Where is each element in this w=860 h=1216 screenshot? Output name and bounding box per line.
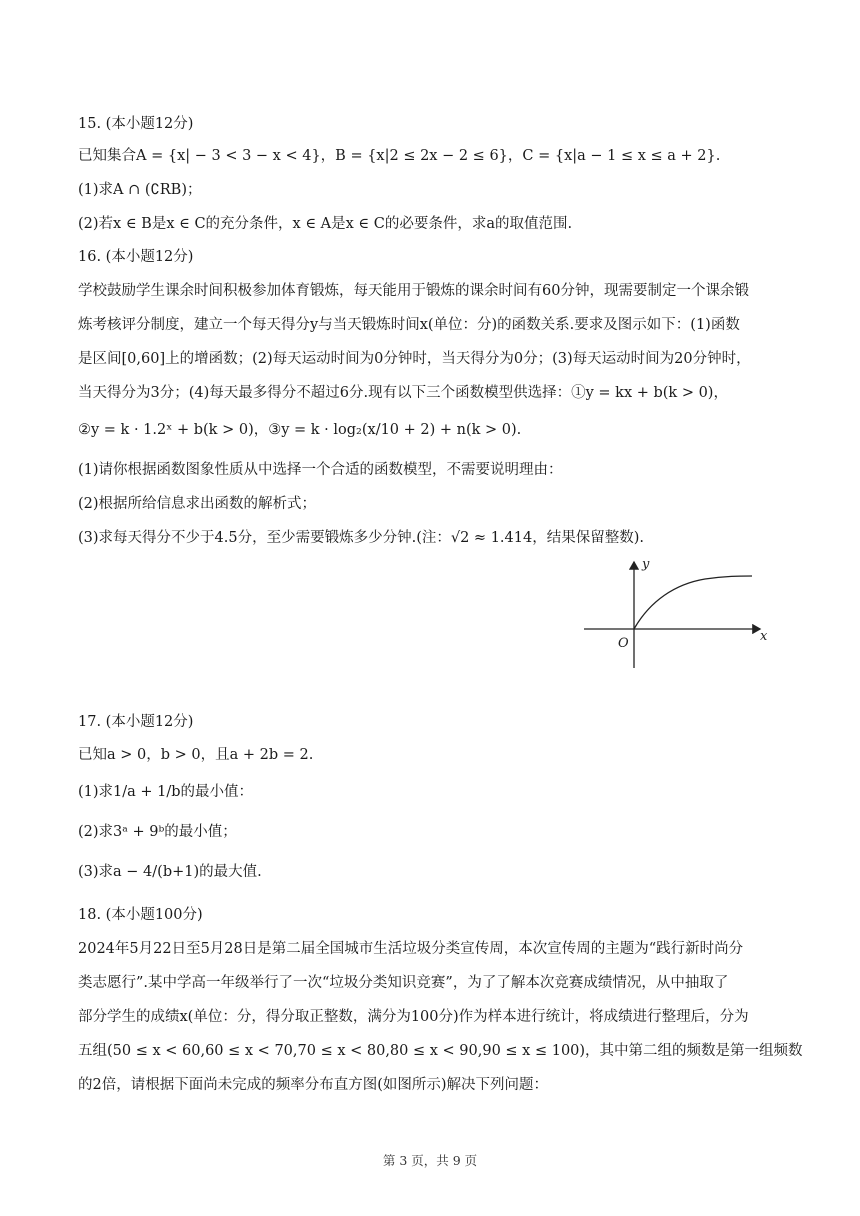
q16-text-line2: 炼考核评分制度，建立一个每天得分y与当天锻炼时间x(单位：分)的函数关系.要求及图示如下：(1)函数 — [78, 317, 740, 333]
q15-statement: 已知集合A = {x| − 3 < 3 − x < 4}，B = {x|2 ≤ 2x − 2 ≤ 6}，C = {x|a − 1 ≤ x ≤ a + 2}. — [78, 148, 721, 164]
q18-text-line4: 五组(50 ≤ x < 60,60 ≤ x < 70,70 ≤ x < 80,80 ≤ x < 90,90 ≤ x ≤ 100)，其中第二组的频数是第一组频数 — [78, 1043, 803, 1059]
q15-part1: (1)求A ∩ (∁RB)； — [78, 182, 202, 198]
q16-part2: (2)根据所给信息求出函数的解析式； — [78, 496, 317, 512]
q17-heading: 17. (本小题12分) — [78, 714, 194, 730]
q16-function-graph — [580, 556, 780, 676]
q17-part2: (2)求3ᵃ + 9ᵇ的最小值； — [78, 824, 237, 840]
q16-text-line5: ②y = k · 1.2ˣ + b(k > 0)，③y = k · log₂(x/10 + 2) + n(k > 0). — [78, 422, 522, 438]
origin-label: O — [618, 636, 629, 651]
graph-svg — [580, 556, 780, 676]
q16-part3: (3)求每天得分不少于4.5分，至少需要锻炼多少分钟.(注：√2 ≈ 1.414，结果保留整数). — [78, 530, 644, 546]
q17-statement: 已知a > 0，b > 0，且a + 2b = 2. — [78, 747, 314, 763]
q18-text-line2: 类志愿行”.某中学高一年级举行了一次“垃圾分类知识竞赛”，为了了解本次竞赛成绩情况，从中抽取了 — [78, 975, 729, 991]
q17-part1: (1)求1/a + 1/b的最小值： — [78, 784, 254, 800]
q18-text-line1: 2024年5月22日至5月28日是第二届全国城市生活垃圾分类宣传周，本次宣传周的主题为“践行新时尚分 — [78, 941, 744, 957]
q17-part3: (3)求a − 4/(b+1)的最大值. — [78, 864, 262, 880]
function-curve — [634, 576, 752, 629]
q16-part1: (1)请你根据函数图象性质从中选择一个合适的函数模型，不需要说明理由： — [78, 462, 563, 478]
q18-heading: 18. (本小题100分) — [78, 907, 203, 923]
q16-text-line4: 当天得分为3分；(4)每天最多得分不超过6分.现有以下三个函数模型供选择：①y = kx + b(k > 0)， — [78, 385, 728, 401]
q15-part2: (2)若x ∈ B是x ∈ C的充分条件，x ∈ A是x ∈ C的必要条件，求a的取值范围. — [78, 216, 573, 232]
page-footer: 第 3 页，共 9 页 — [382, 1153, 478, 1168]
q16-text-line3: 是区间[0,60]上的增函数；(2)每天运动时间为0分钟时，当天得分为0分；(3)每天运动时间为20分钟时， — [78, 351, 751, 367]
x-axis-label: x — [760, 629, 768, 644]
q16-text-line1: 学校鼓励学生课余时间积极参加体育锻炼，每天能用于锻炼的课余时间有60分钟，现需要制定一个课余锻 — [78, 283, 749, 299]
q16-heading: 16. (本小题12分) — [78, 249, 194, 265]
y-axis-label: y — [642, 557, 650, 572]
q18-text-line3: 部分学生的成绩x(单位：分，得分取正整数，满分为100分)作为样本进行统计，将成绩进行整理后，分为 — [78, 1009, 749, 1025]
q15-heading: 15. (本小题12分) — [78, 116, 194, 132]
q18-text-line5: 的2倍，请根据下面尚未完成的频率分布直方图(如图所示)解决下列问题： — [78, 1077, 549, 1093]
